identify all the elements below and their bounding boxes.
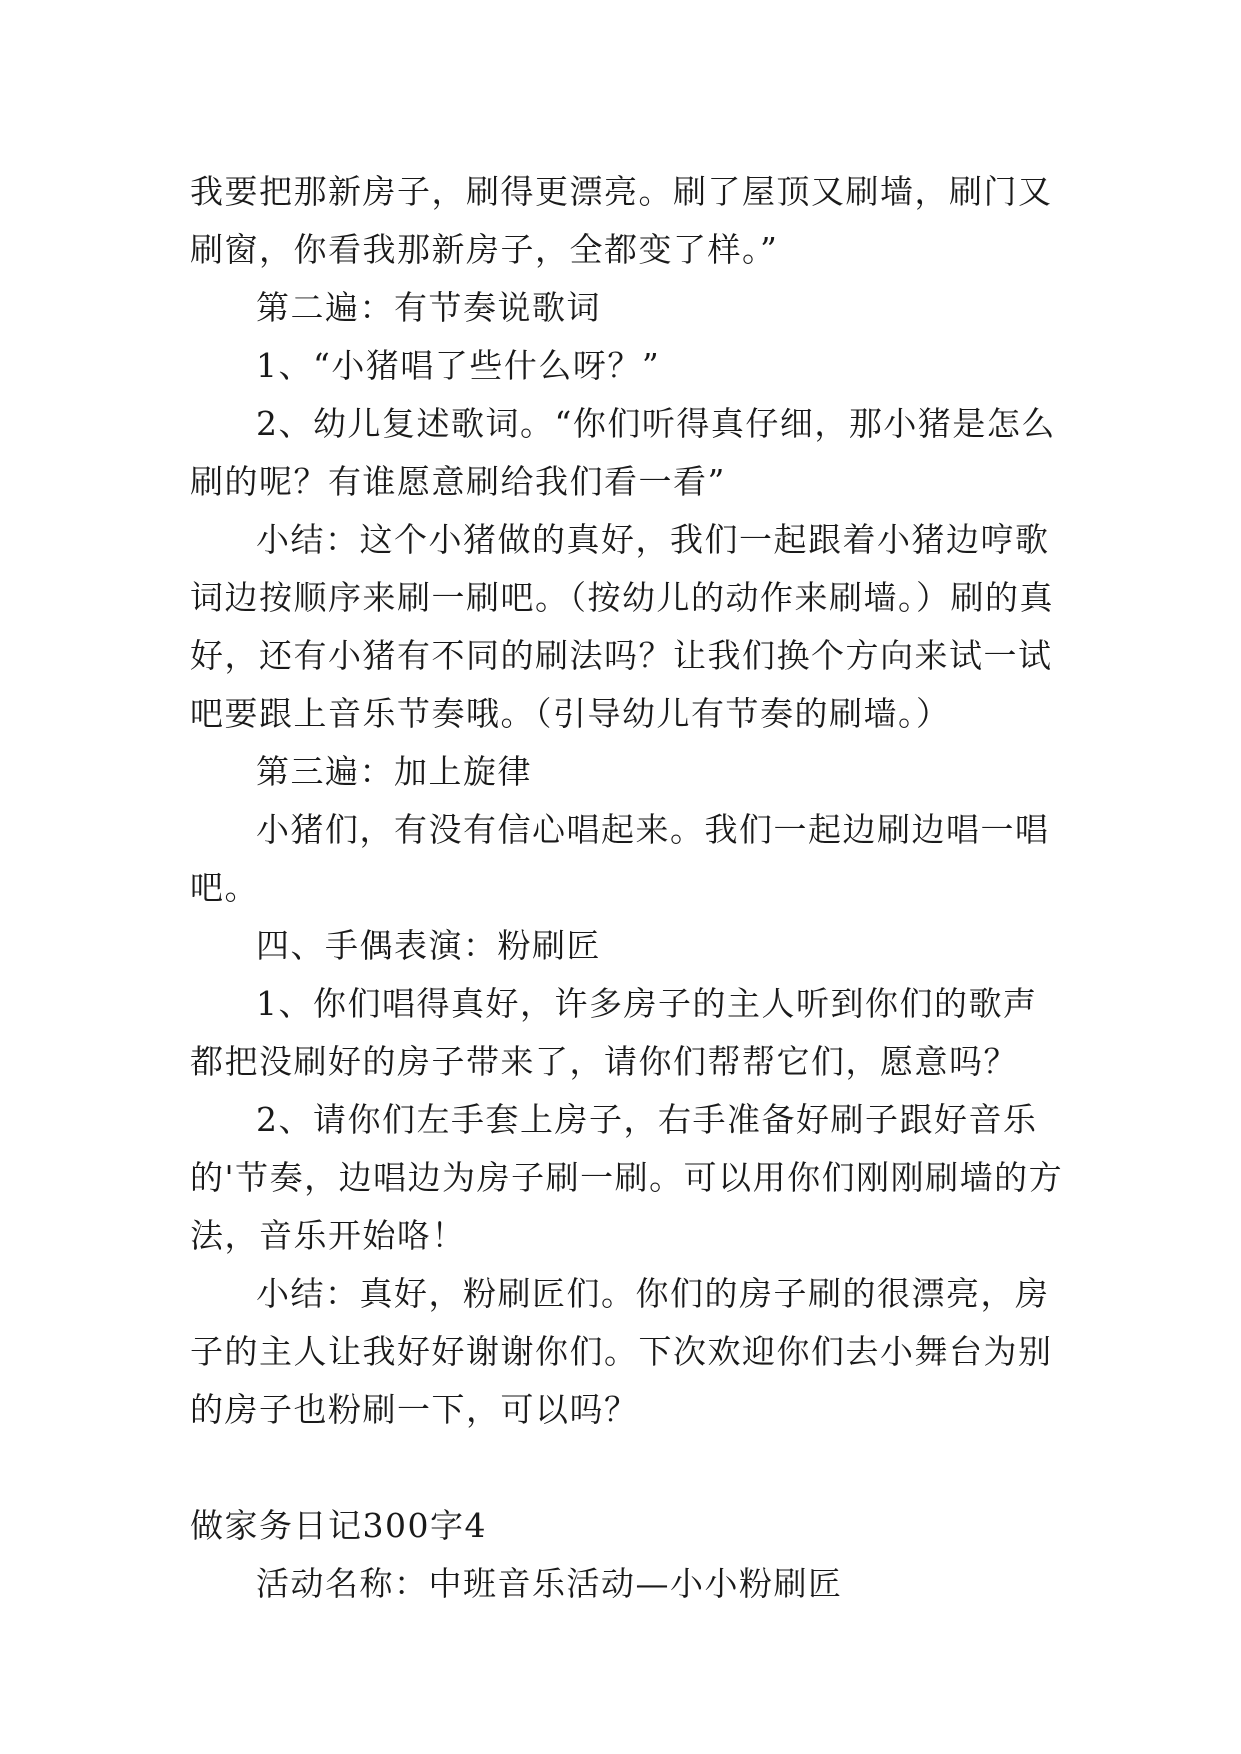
- document-body: [190, 163, 1070, 1613]
- section-title: 做家务日记300字4: [190, 1506, 487, 1545]
- activity-name: 活动名称：中班音乐活动—小小粉刷匠: [256, 1564, 843, 1603]
- paragraph: 2、幼儿复述歌词。“你们听得真仔细，那小猪是怎么刷的呢？有谁愿意刷给我们看一看”: [190, 404, 1056, 501]
- paragraph: 第三遍：加上旋律: [256, 752, 532, 791]
- paragraph: 1、你们唱得真好，许多房子的主人听到你们的歌声都把没刷好的房子带来了，请你们帮帮它们，愿意吗？: [190, 984, 1038, 1081]
- paragraph: 四、手偶表演：粉刷匠: [256, 926, 601, 965]
- paragraph: 2、请你们左手套上房子，右手准备好刷子跟好音乐的'节奏，边唱边为房子刷一刷。可以用你们刚刚刷墙的方法，音乐开始咯！: [190, 1100, 1064, 1255]
- paragraph: 小猪们，有没有信心唱起来。我们一起边刷边唱一唱吧。: [190, 810, 1050, 907]
- paragraph: 小结：这个小猪做的真好，我们一起跟着小猪边哼歌词边按顺序来刷一刷吧。（按幼儿的动作来刷墙。）刷的真好，还有小猪有不同的刷法吗？让我们换个方向来试一试吧要跟上音乐节奏哦。（引导幼儿有节奏的刷墙。）: [190, 520, 1054, 733]
- paragraph: 1、“小猪唱了些什么呀？”: [256, 346, 661, 385]
- paragraph: 小结：真好，粉刷匠们。你们的房子刷的很漂亮，房子的主人让我好好谢谢你们。下次欢迎你们去小舞台为别的房子也粉刷一下，可以吗？: [190, 1274, 1053, 1429]
- paragraph: 我要把那新房子，刷得更漂亮。刷了屋顶又刷墙，刷门又刷窗，你看我那新房子，全都变了样。”: [190, 172, 1053, 269]
- blank-line: [190, 1439, 1070, 1497]
- paragraph: 第二遍：有节奏说歌词: [256, 288, 601, 327]
